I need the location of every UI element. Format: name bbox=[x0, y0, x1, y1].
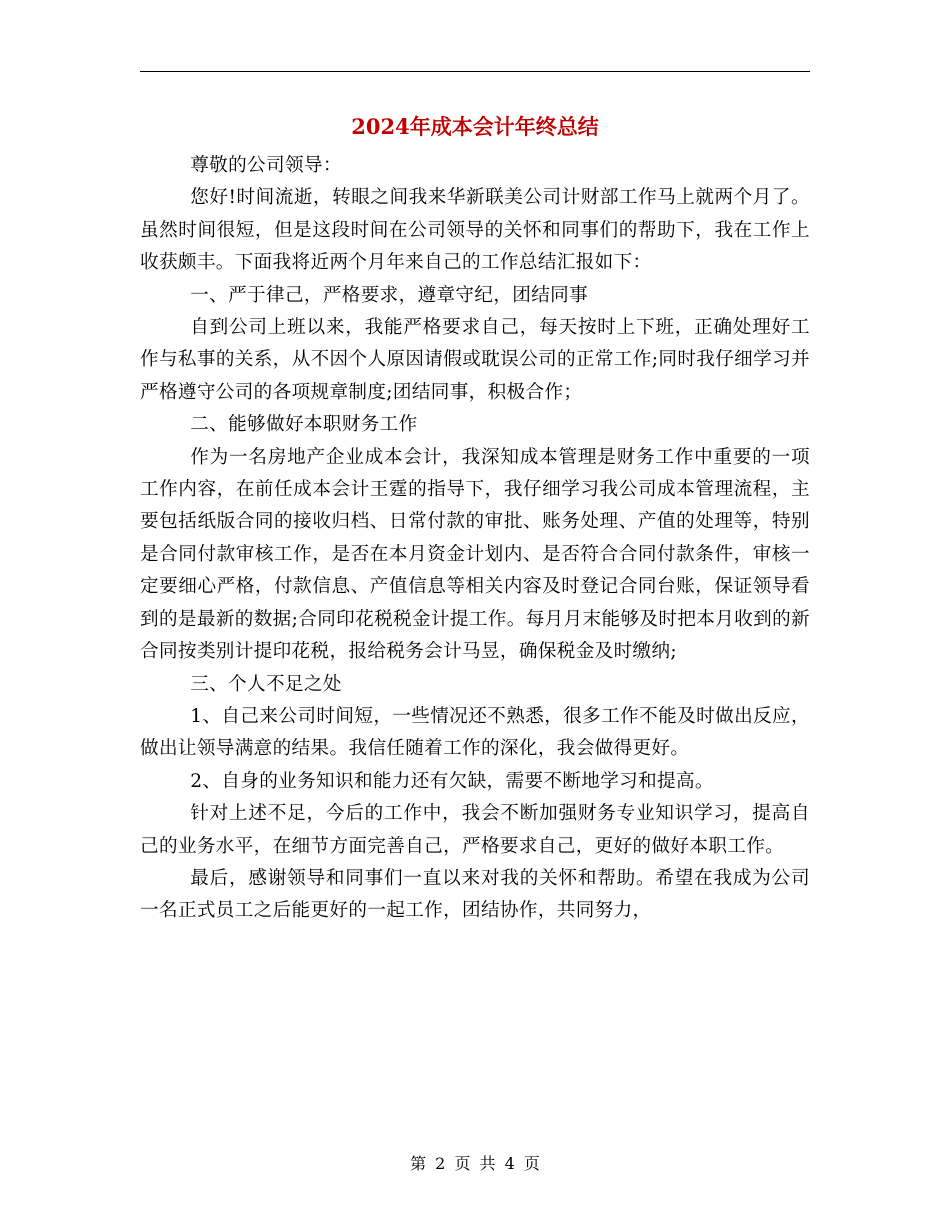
section-heading-2: 二、能够做好本职财务工作 bbox=[190, 414, 418, 436]
page-number: 第 2 页 共 4 页 bbox=[410, 1154, 540, 1173]
section-heading-1: 一、严于律己，严格要求，遵章守纪，团结同事 bbox=[190, 284, 589, 306]
paragraph-shortcoming-2: 2、自身的业务知识和能力还有欠缺，需要不断地学习和提高。 bbox=[190, 770, 714, 792]
paragraph-finance-work: 作为一名房地产企业成本会计，我深知成本管理是财务工作中重要的一项工作内容，在前任成本会计王霆的指导下，我仔细学习我公司成本管理流程，主要包括纸版合同的接收归档、日常付款的审批、账务处理、产值的处理等，特别是合同付款审核工作，是否在本月资金计划内、是否符合合同付款条件，审核一定要细心严格，付款信息、产值信息等相关内容及时登记合同台账，保证领导看到的是最新的数据;合同印花税税金计提工作。每月月末能够及时把本月收到的新合同按类别计提印花税，报给税务会计马昱，确保税金及时缴纳; bbox=[140, 446, 810, 663]
document-body bbox=[140, 150, 810, 928]
salutation: 尊敬的公司领导： bbox=[190, 155, 342, 176]
paragraph-discipline: 自到公司上班以来，我能严格要求自己，每天按时上下班，正确处理好工作与私事的关系，从不因个人原因请假或耽误公司的正常工作;同时我仔细学习并严格遵守公司的各项规章制度;团结同事，积极合作； bbox=[140, 317, 810, 403]
paragraph-improvement: 针对上述不足，今后的工作中，我会不断加强财务专业知识学习，提高自己的业务水平，在细节方面完善自己，严格要求自己，更好的做好本职工作。 bbox=[140, 803, 810, 857]
paragraph-intro: 您好!时间流逝，转眼之间我来华新联美公司计财部工作马上就两个月了。虽然时间很短，但是这段时间在公司领导的关怀和同事们的帮助下，我在工作上收获颇丰。下面我将近两个月年来自己的工作总结汇报如下： bbox=[140, 187, 810, 274]
document-title: 2024年成本会计年终总结 bbox=[351, 114, 599, 139]
section-heading-3: 三、个人不足之处 bbox=[190, 673, 342, 695]
paragraph-closing: 最后，感谢领导和同事们一直以来对我的关怀和帮助。希望在我成为公司一名正式员工之后能更好的一起工作，团结协作，共同努力， bbox=[140, 867, 810, 922]
paragraph-shortcoming-1: 1、自己来公司时间短，一些情况还不熟悉，很多工作不能及时做出反应，做出让领导满意的结果。我信任随着工作的深化，我会做得更好。 bbox=[140, 705, 810, 760]
header-rule bbox=[140, 71, 810, 72]
